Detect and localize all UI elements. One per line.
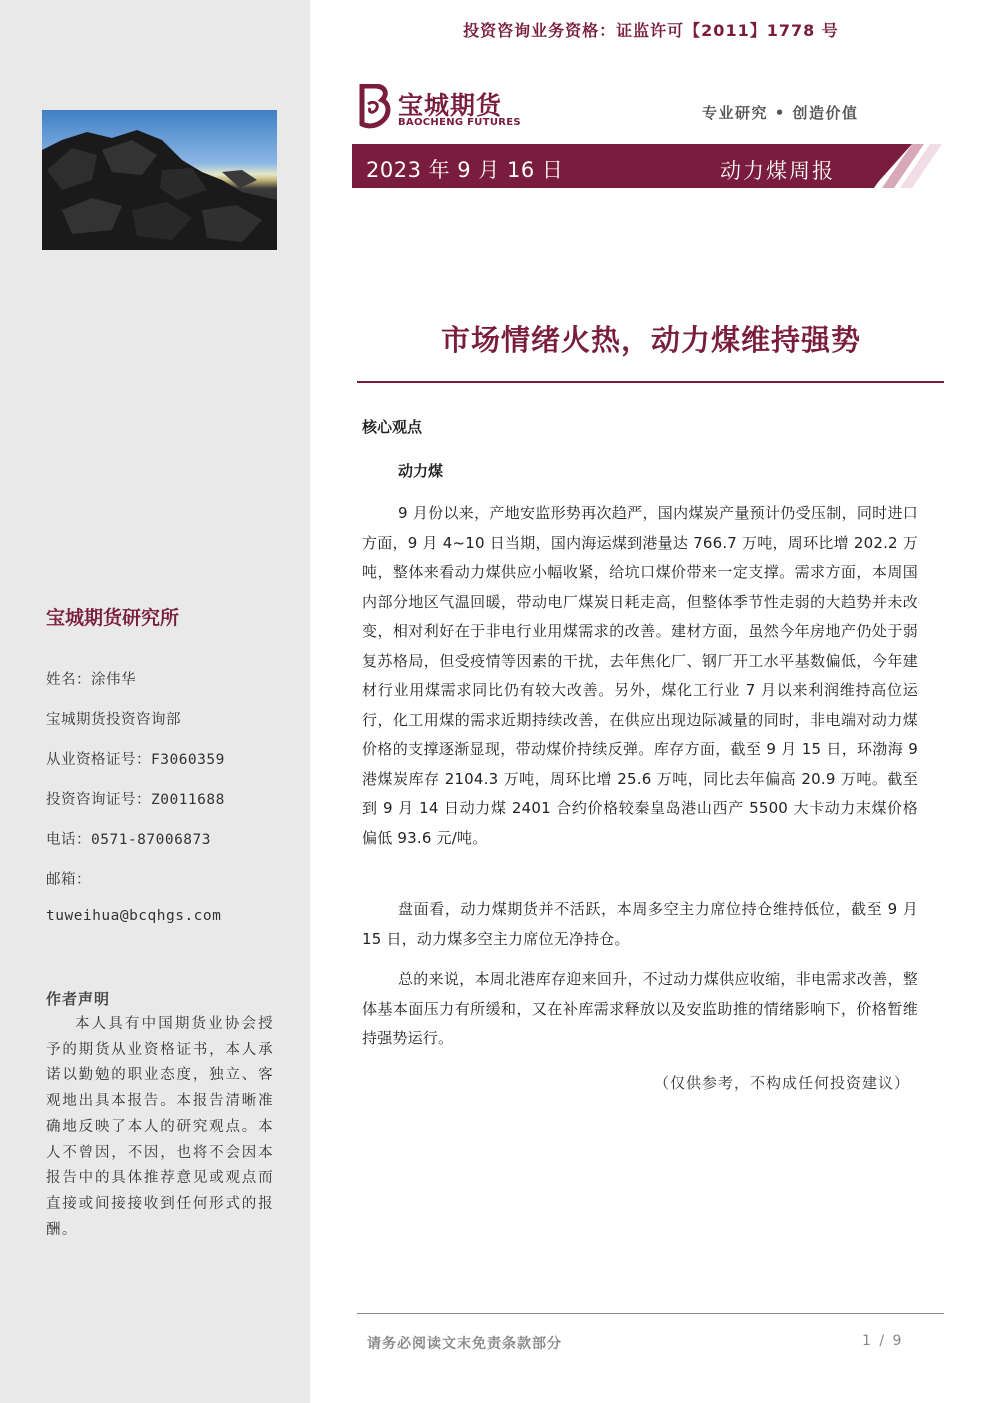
footer-notice: 请务必阅读文末免责条款部分 xyxy=(367,1336,562,1352)
contact-department: 宝城期货投资咨询部 xyxy=(46,712,181,728)
author-statement-text: 本人具有中国期货业协会授予的期货从业资格证书，本人承诺以勤勉的职业态度，独立、客观地出具本报告。本报告清晰准确地反映了本人的研究观点。本人不曾因，不因，也将不会因本报告中的具体推荐意见或观点而直接或间接接收到任何形式的报酬。 xyxy=(46,1016,274,1238)
banner-stripes-decoration xyxy=(860,144,942,188)
coal-pile-image xyxy=(42,110,277,250)
body-paragraph: 盘面看，动力煤期货并不活跃，本周多空主力席位持仓维持低位，截至 9 月 15 日，动力煤多空主力席位无净持仓。 xyxy=(362,900,918,948)
report-type: 动力煤周报 xyxy=(720,159,835,183)
body-paragraph: 总的来说，本周北港库存迎来回升，不过动力煤供应收缩，非电需求改善，整体基本面压力有所缓和，又在补库需求释放以及安监助推的情绪影响下，价格暂维持强势运行。 xyxy=(362,970,918,1047)
brand-name-en: BAOCHENG FUTURES xyxy=(398,117,521,128)
sidebar xyxy=(0,0,310,1403)
contact-list xyxy=(46,668,225,948)
report-title: 市场情绪火热，动力煤维持强势 xyxy=(440,323,861,357)
contact-phone: 电话：0571-87006873 xyxy=(46,832,211,848)
section-heading: 核心观点 xyxy=(362,418,423,436)
brand-name-cn: 宝城期货 xyxy=(398,91,503,120)
author-statement-title: 作者声明 xyxy=(46,990,111,1008)
report-date: 2023 年 9 月 16 日 xyxy=(366,158,564,182)
research-institute-name: 宝城期货研究所 xyxy=(46,607,180,629)
footer-divider xyxy=(357,1313,944,1314)
slogan: 专业研究 • 创造价值 xyxy=(702,104,859,122)
coal-photo xyxy=(42,110,277,250)
contact-qualification-id: 从业资格证号：F3060359 xyxy=(46,752,225,768)
reference-note: （仅供参考，不构成任何投资建议） xyxy=(653,1074,910,1092)
brand-logo xyxy=(358,84,528,134)
contact-name: 姓名：涂伟华 xyxy=(46,672,136,688)
title-divider xyxy=(357,381,944,383)
contact-email-link[interactable]: tuweihua@bcqhgs.com xyxy=(46,908,222,924)
contact-email-label: 邮箱： xyxy=(46,872,91,888)
sub-heading: 动力煤 xyxy=(398,462,444,480)
brand-b-icon xyxy=(358,84,394,130)
body-paragraph: 9 月份以来，产地安监形势再次趋严，国内煤炭产量预计仍受压制，同时进口方面，9 月 4~10 日当期，国内海运煤到港量达 766.7 万吨，周环比增 202.2 万吨，整体来看动力煤供应小幅收紧，给坑口煤价带来一定支撑。需求方面，本周国内部分地区气温回暖，带动电厂煤炭日耗走高，但整体季节性走弱的大趋势并未改变，相对利好在于非电行业用煤需求的改善。建材方面，虽然今年房地产仍处于弱复苏格局，但受疫情等因素的干扰，去年焦化厂、钢厂开工水平基数偏低，今年建材行业用煤需求同比仍有较大改善。另外，煤化工行业 7 月以来利润维持高位运行，化工用煤的需求近期持续改善，在供应出现边际减量的同时，非电端对动力煤价格的支撑逐渐显现，带动煤价持续反弹。库存方面，截至 9 月 15 日，环渤海 9 港煤炭库存 2104.3 万吨，周环比增 25.6 万吨，同比去年偏高 20.9 万吨。截至到 9 月 14 日动力煤 2401 合约价格较秦皇岛港山西产 5500 大卡动力末煤价格偏低 93.6 元/吨。 xyxy=(362,504,918,847)
license-line: 投资咨询业务资格：证监许可【2011】1778 号 xyxy=(463,21,839,40)
contact-consulting-id: 投资咨询证号：Z0011688 xyxy=(46,792,225,808)
page-number: 1 / 9 xyxy=(862,1333,904,1349)
